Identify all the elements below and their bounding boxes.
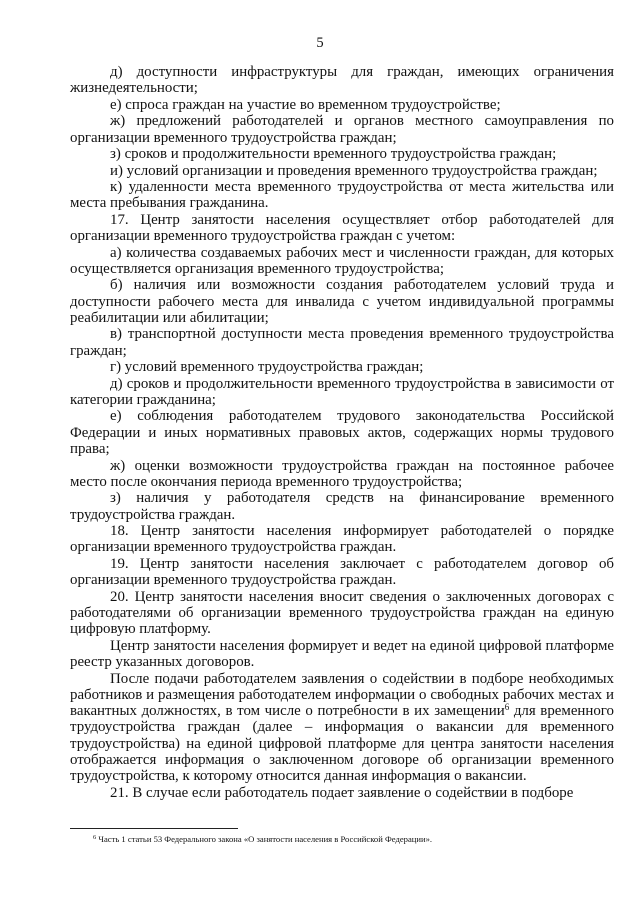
- paragraph: б) наличия или возможности создания работодателем условий труда и доступности рабочего места для инвалида с учетом индивидуальной программы реабилитации или абилитации;: [70, 277, 614, 326]
- paragraph: е) соблюдения работодателем трудового законодательства Российской Федерации и иных нормативных правовых актов, содержащих нормы трудового права;: [70, 408, 614, 458]
- paragraph: в) транспортной доступности места проведения временного трудоустройства граждан;: [70, 326, 614, 359]
- paragraph: д) доступности инфраструктуры для граждан, имеющих ограничения жизнедеятельности;: [70, 64, 614, 97]
- paragraph: к) удаленности места временного трудоустройства от места жительства или места пребывания гражданина.: [70, 179, 614, 212]
- paragraph: ж) предложений работодателей и органов местного самоуправления по организации временного трудоустройства граждан;: [70, 113, 614, 146]
- paragraph: з) сроков и продолжительности временного трудоустройства граждан;: [110, 146, 557, 163]
- paragraph: з) наличия у работодателя средств на финансирование временного трудоустройства граждан.: [70, 490, 614, 523]
- paragraph: г) условий временного трудоустройства граждан;: [110, 359, 424, 376]
- paragraph: е) спроса граждан на участие во временном трудоустройстве;: [110, 96, 501, 113]
- footnote-reference: 6: [504, 702, 510, 713]
- footnote: [70, 834, 614, 845]
- document-body: [70, 64, 614, 801]
- paragraph: 19. Центр занятости населения заключает с работодателем договор об организации временного трудоустройства граждан.: [70, 555, 614, 589]
- footnote-mark: 6: [93, 834, 97, 841]
- paragraph: 20. Центр занятости населения вносит сведения о заключенных договорах с работодателями об организации временного трудоустройства граждан на единую цифровую платформу.: [70, 588, 614, 638]
- footnote-text: Часть 1 статьи 53 Федерального закона «О занятости населения в Российской Федерации».: [96, 834, 433, 844]
- paragraph: д) сроков и продолжительности временного трудоустройства в зависимости от категории гражданина;: [70, 375, 614, 408]
- paragraph: 18. Центр занятости населения информирует работодателей о порядке организации временного трудоустройства граждан.: [70, 523, 614, 556]
- paragraph: Центр занятости населения формирует и ведет на единой цифровой платформе реестр указанных договоров.: [70, 637, 614, 671]
- paragraph-text: для временного трудоустройства граждан (далее – информация о вакансии для временного трудоустройства) на единой цифровой платформе для центра занятости населения отображается информация о заключенном договоре об организации временного трудоустройства, к которому относится данная информация о вакансии.: [70, 703, 614, 785]
- paragraph: 17. Центр занятости населения осуществляет отбор работодателей для организации временного трудоустройства граждан с учетом:: [70, 211, 614, 245]
- paragraph: а) количества создаваемых рабочих мест и численности граждан, для которых осуществляется организация временного трудоустройства;: [70, 244, 614, 277]
- paragraph: и) условий организации и проведения временного трудоустройства граждан;: [110, 162, 598, 179]
- page-number: 5: [316, 35, 324, 51]
- paragraph: 21. В случае если работодатель подает заявление о содействии в подборе: [110, 784, 574, 801]
- paragraph-with-footnote: [70, 671, 614, 785]
- paragraph: ж) оценки возможности трудоустройства граждан на постоянное рабочее место после окончания периода временного трудоустройства;: [70, 457, 614, 490]
- paragraph-text: После подачи работодателем заявления о содействии в подборе необходимых работников и размещения работодателем информации о свободных рабочих местах и вакантных должностях, в том числе о потребности в их замещении: [70, 670, 614, 720]
- footnote-divider: [70, 828, 238, 829]
